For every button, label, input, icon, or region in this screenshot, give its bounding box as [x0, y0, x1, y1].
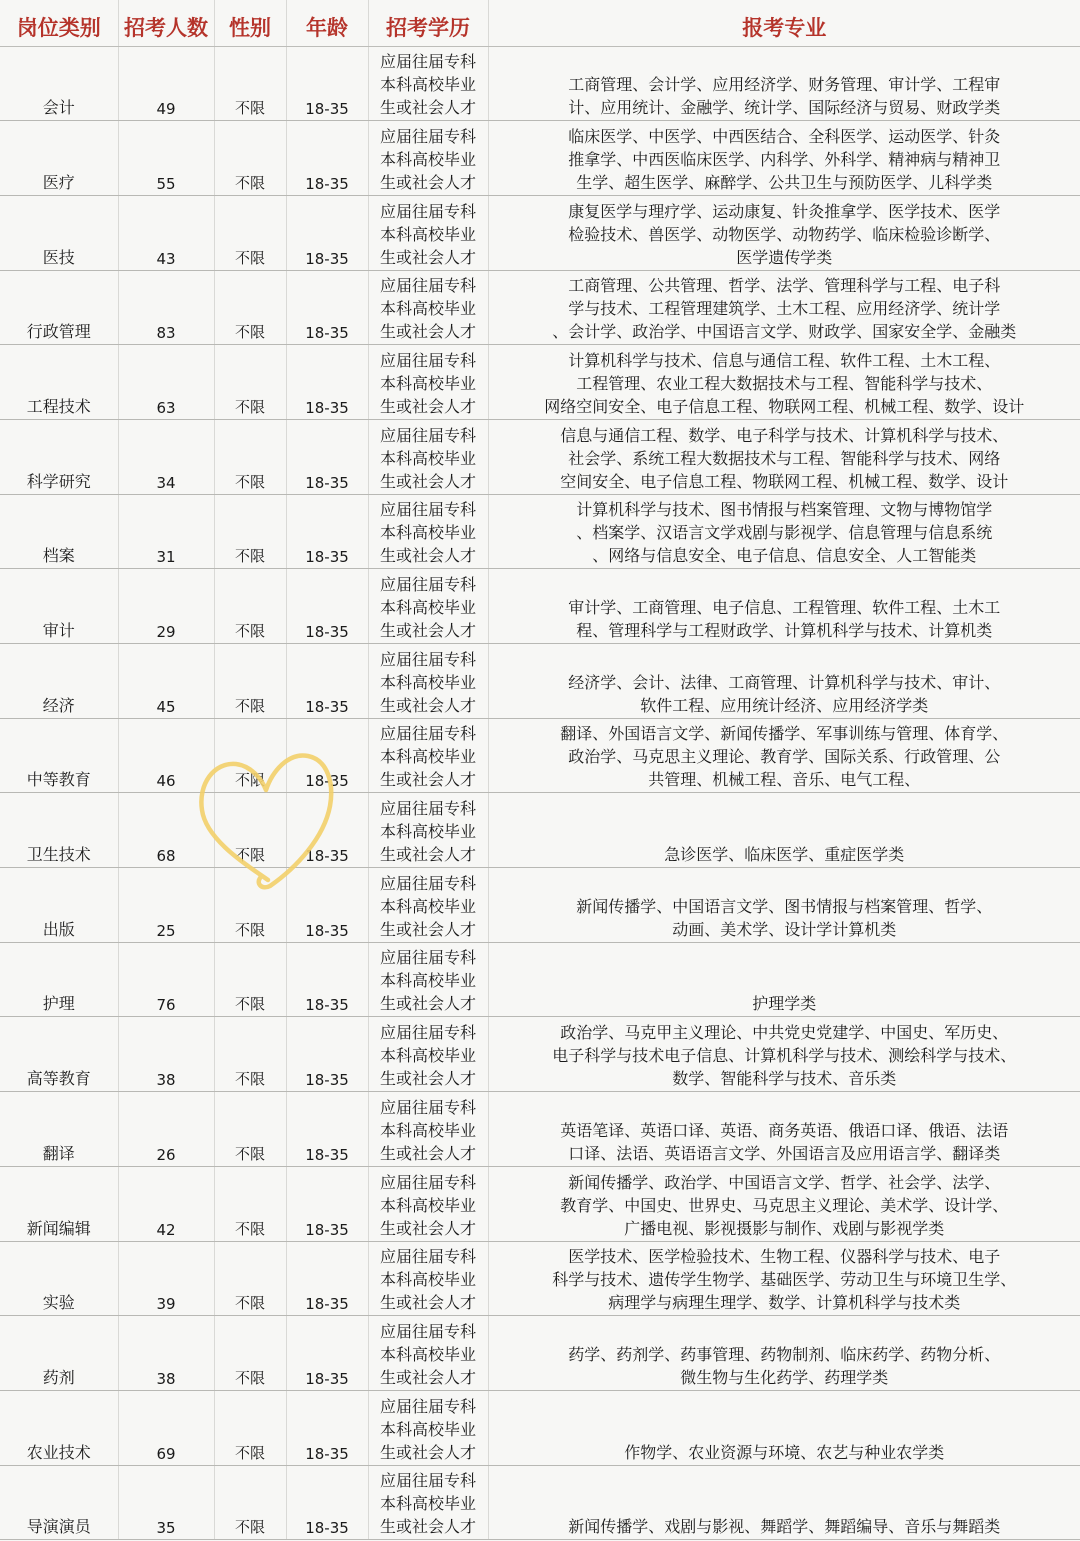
education-line: 本科高校毕业 [379, 224, 476, 244]
cell-age: 18-35 [286, 195, 368, 270]
education-line: 应届往届专科 [379, 1396, 476, 1416]
cell-majors [488, 270, 1080, 345]
education-line: 本科高校毕业 [379, 971, 476, 991]
cell-count: 31 [118, 494, 214, 569]
major-line: 、档案学、汉语言文学戏剧与影视学、信息管理与信息系统 [576, 523, 993, 543]
cell-education [368, 942, 488, 1017]
cell-age: 18-35 [286, 419, 368, 494]
table-row [0, 868, 1080, 943]
education-line: 生或社会人才 [379, 994, 476, 1014]
cell-category: 农业技术 [0, 1390, 118, 1465]
cell-age: 18-35 [286, 793, 368, 868]
cell-age: 18-35 [286, 270, 368, 345]
cell-count: 39 [118, 1241, 214, 1316]
table-row [0, 419, 1080, 494]
cell-majors [488, 1316, 1080, 1391]
education-line: 本科高校毕业 [379, 149, 476, 169]
cell-age: 18-35 [286, 644, 368, 719]
major-line: 计算机科学与技术、信息与通信工程、软件工程、土木工程、 [568, 350, 1001, 370]
major-line: 医学遗传学类 [736, 247, 833, 267]
major-line: 新闻传播学、戏剧与影视、舞蹈学、舞蹈编导、音乐与舞蹈类 [568, 1517, 1001, 1537]
cell-category: 实验 [0, 1241, 118, 1316]
cell-gender: 不限 [214, 270, 286, 345]
header-education: 招考学历 [368, 0, 488, 46]
cell-count: 35 [118, 1465, 214, 1540]
education-line: 生或社会人才 [379, 845, 476, 865]
table-row [0, 718, 1080, 793]
education-line: 本科高校毕业 [379, 1344, 476, 1364]
cell-majors [488, 1166, 1080, 1241]
education-line: 生或社会人才 [379, 1218, 476, 1238]
table-row [0, 270, 1080, 345]
education-line: 本科高校毕业 [379, 747, 476, 767]
cell-age: 18-35 [286, 1390, 368, 1465]
table-row [0, 121, 1080, 196]
education-line: 应届往届专科 [379, 724, 476, 744]
cell-category: 出版 [0, 868, 118, 943]
cell-age: 18-35 [286, 1017, 368, 1092]
major-line: 生学、超生医学、麻醉学、公共卫生与预防医学、儿科学类 [576, 172, 993, 192]
table-row [0, 942, 1080, 1017]
cell-education [368, 1390, 488, 1465]
major-line: 社会学、系统工程大数据技术与工程、智能科学与技术、网络 [568, 448, 1001, 468]
header-count: 招考人数 [118, 0, 214, 46]
cell-majors [488, 868, 1080, 943]
cell-count: 42 [118, 1166, 214, 1241]
cell-education [368, 1092, 488, 1167]
cell-majors [488, 46, 1080, 121]
major-line: 临床医学、中医学、中西医结合、全科医学、运动医学、针灸 [568, 126, 1001, 146]
education-line: 本科高校毕业 [379, 598, 476, 617]
cell-gender: 不限 [214, 1316, 286, 1391]
major-line: 经济学、会计、法律、工商管理、计算机科学与技术、审计、 [568, 672, 1001, 692]
cell-majors [488, 1017, 1080, 1092]
education-line: 应届往届专科 [379, 276, 476, 296]
major-line: 数学、智能科学与技术、音乐类 [672, 1069, 897, 1089]
education-line: 生或社会人才 [379, 1442, 476, 1462]
cell-count: 55 [118, 121, 214, 196]
cell-gender: 不限 [214, 345, 286, 420]
education-line: 应届往届专科 [379, 873, 476, 893]
education-line: 生或社会人才 [379, 695, 476, 715]
cell-gender: 不限 [214, 1017, 286, 1092]
table-row [0, 1017, 1080, 1092]
cell-education [368, 1166, 488, 1241]
cell-education [368, 345, 488, 420]
major-line: 信息与通信工程、数学、电子科学与技术、计算机科学与技术、 [560, 425, 1009, 445]
cell-gender: 不限 [214, 419, 286, 494]
education-line: 生或社会人才 [379, 770, 476, 790]
cell-education [368, 494, 488, 569]
cell-gender: 不限 [214, 569, 286, 644]
cell-gender: 不限 [214, 868, 286, 943]
cell-category: 经济 [0, 644, 118, 719]
table-row [0, 1316, 1080, 1391]
education-line: 应届往届专科 [379, 649, 476, 669]
cell-majors [488, 644, 1080, 719]
major-line: 护理学类 [752, 994, 817, 1014]
cell-age: 18-35 [286, 718, 368, 793]
education-line: 生或社会人才 [379, 919, 476, 939]
education-line: 本科高校毕业 [379, 1419, 476, 1439]
major-line: 、网络与信息安全、电子信息、信息安全、人工智能类 [592, 546, 977, 566]
table-row [0, 1465, 1080, 1540]
cell-majors [488, 345, 1080, 420]
major-line: 计、应用统计、金融学、统计学、国际经济与贸易、财政学类 [568, 98, 1001, 118]
cell-majors [488, 1390, 1080, 1465]
major-line: 药学、药剂学、药事管理、药物制剂、临床药学、药物分析、 [568, 1344, 1001, 1364]
major-line: 作物学、农业资源与环境、农艺与种业农学类 [624, 1442, 945, 1462]
cell-gender: 不限 [214, 46, 286, 121]
major-line: 口译、法语、英语语言文学、外国语言及应用语言学、翻译类 [568, 1143, 1001, 1163]
cell-category: 中等教育 [0, 718, 118, 793]
education-line: 生或社会人才 [379, 247, 476, 267]
table-row [0, 1092, 1080, 1167]
education-line: 本科高校毕业 [379, 1270, 476, 1290]
education-line: 应届往届专科 [379, 799, 476, 819]
header-category: 岗位类别 [0, 0, 118, 46]
education-line: 应届往届专科 [379, 1247, 476, 1267]
cell-count: 38 [118, 1316, 214, 1391]
major-line: 英语笔译、英语口译、英语、商务英语、俄语口译、俄语、法语 [560, 1120, 1009, 1140]
cell-gender: 不限 [214, 793, 286, 868]
cell-age: 18-35 [286, 494, 368, 569]
education-line: 生或社会人才 [379, 172, 476, 192]
major-line: 网络空间安全、电子信息工程、物联网工程、机械工程、数学、设计 [544, 396, 1025, 416]
cell-age: 18-35 [286, 569, 368, 644]
table-row [0, 494, 1080, 569]
cell-majors [488, 569, 1080, 644]
major-line: 动画、美术学、设计学计算机类 [672, 919, 897, 939]
education-line: 生或社会人才 [379, 1367, 476, 1387]
major-line: 推拿学、中西医临床医学、内科学、外科学、精神病与精神卫 [568, 149, 1001, 169]
cell-category: 会计 [0, 46, 118, 121]
major-line: 共管理、机械工程、音乐、电气工程、 [648, 770, 921, 790]
major-line: 翻译、外国语言文学、新闻传播学、军事训练与管理、体育学、 [560, 724, 1009, 744]
major-line: 科学与技术、遗传学生物学、基础医学、劳动卫生与环境卫生学、 [552, 1270, 1017, 1290]
cell-count: 49 [118, 46, 214, 121]
cell-gender: 不限 [214, 644, 286, 719]
education-line: 生或社会人才 [379, 471, 476, 491]
major-line: 工商管理、公共管理、哲学、法学、管理科学与工程、电子科 [568, 276, 1001, 296]
education-line: 本科高校毕业 [379, 672, 476, 692]
table-row [0, 569, 1080, 644]
cell-category: 新闻编辑 [0, 1166, 118, 1241]
education-line: 生或社会人才 [379, 322, 476, 342]
cell-education [368, 195, 488, 270]
cell-category: 护理 [0, 942, 118, 1017]
education-line: 应届往届专科 [379, 52, 476, 72]
cell-majors [488, 195, 1080, 270]
education-line: 应届往届专科 [379, 201, 476, 221]
cell-education [368, 46, 488, 121]
cell-majors [488, 718, 1080, 793]
cell-education [368, 1017, 488, 1092]
education-line: 应届往届专科 [379, 350, 476, 370]
table-row [0, 1390, 1080, 1465]
education-line: 应届往届专科 [379, 425, 476, 445]
cell-education [368, 1316, 488, 1391]
cell-education [368, 718, 488, 793]
education-line: 应届往届专科 [379, 948, 476, 968]
cell-count: 45 [118, 644, 214, 719]
education-line: 生或社会人才 [379, 396, 476, 416]
major-line: 学与技术、工程管理建筑学、土木工程、应用经济学、统计学 [568, 299, 1001, 319]
table-row [0, 1166, 1080, 1241]
education-line: 本科高校毕业 [379, 299, 476, 319]
education-line: 应届往届专科 [379, 500, 476, 520]
cell-age: 18-35 [286, 1465, 368, 1540]
cell-education [368, 121, 488, 196]
education-line: 本科高校毕业 [379, 822, 476, 842]
cell-category: 药剂 [0, 1316, 118, 1391]
cell-gender: 不限 [214, 494, 286, 569]
education-line: 本科高校毕业 [379, 1120, 476, 1140]
header-gender: 性别 [214, 0, 286, 46]
table-body [0, 46, 1080, 1540]
cell-age: 18-35 [286, 1241, 368, 1316]
cell-education [368, 1241, 488, 1316]
cell-age: 18-35 [286, 1166, 368, 1241]
cell-category: 翻译 [0, 1092, 118, 1167]
major-line: 医学技术、医学检验技术、生物工程、仪器科学与技术、电子 [568, 1247, 1001, 1267]
cell-education [368, 868, 488, 943]
education-line: 应届往届专科 [379, 575, 476, 594]
education-line: 生或社会人才 [379, 1143, 476, 1163]
cell-category: 审计 [0, 569, 118, 644]
education-line: 本科高校毕业 [379, 1494, 476, 1514]
cell-education [368, 419, 488, 494]
cell-education [368, 1465, 488, 1540]
education-line: 本科高校毕业 [379, 896, 476, 916]
education-line: 生或社会人才 [379, 546, 476, 566]
major-line: 工程管理、农业工程大数据技术与工程、智能科学与技术、 [576, 373, 993, 393]
cell-age: 18-35 [286, 46, 368, 121]
major-line: 病理学与病理生理学、数学、计算机科学与技术类 [608, 1293, 961, 1313]
cell-count: 69 [118, 1390, 214, 1465]
cell-majors [488, 1092, 1080, 1167]
education-line: 本科高校毕业 [379, 448, 476, 468]
education-line: 应届往届专科 [379, 1471, 476, 1491]
cell-education [368, 270, 488, 345]
major-line: 教育学、中国史、世界史、马克思主义理论、美术学、设计学、 [560, 1195, 1009, 1215]
cell-gender: 不限 [214, 1465, 286, 1540]
cell-category: 工程技术 [0, 345, 118, 420]
cell-gender: 不限 [214, 942, 286, 1017]
cell-count: 25 [118, 868, 214, 943]
cell-count: 76 [118, 942, 214, 1017]
cell-majors [488, 942, 1080, 1017]
table-row [0, 1241, 1080, 1316]
major-line: 广播电视、影视摄影与制作、戏剧与影视学类 [624, 1218, 945, 1238]
cell-count: 29 [118, 569, 214, 644]
education-line: 应届往届专科 [379, 1321, 476, 1341]
cell-count: 38 [118, 1017, 214, 1092]
cell-category: 科学研究 [0, 419, 118, 494]
major-line: 、会计学、政治学、中国语言文学、财政学、国家安全学、金融类 [552, 322, 1017, 342]
cell-category: 高等教育 [0, 1017, 118, 1092]
cell-gender: 不限 [214, 1092, 286, 1167]
cell-gender: 不限 [214, 718, 286, 793]
major-line: 新闻传播学、政治学、中国语言文学、哲学、社会学、法学、 [568, 1172, 1001, 1192]
major-line: 康复医学与理疗学、运动康复、针灸推拿学、医学技术、医学 [568, 201, 1001, 221]
cell-category: 档案 [0, 494, 118, 569]
cell-category: 行政管理 [0, 270, 118, 345]
cell-majors [488, 419, 1080, 494]
cell-count: 83 [118, 270, 214, 345]
cell-age: 18-35 [286, 345, 368, 420]
table-row [0, 644, 1080, 719]
major-line: 工商管理、会计学、应用经济学、财务管理、审计学、工程审 [568, 75, 1001, 95]
table-row [0, 345, 1080, 420]
cell-category: 导演演员 [0, 1465, 118, 1540]
major-line: 政治学、马克甲主义理论、中共党史党建学、中国史、军历史、 [560, 1023, 1009, 1043]
cell-category: 卫生技术 [0, 793, 118, 868]
cell-education [368, 569, 488, 644]
cell-majors [488, 1241, 1080, 1316]
education-line: 本科高校毕业 [379, 1046, 476, 1066]
major-line: 急诊医学、临床医学、重症医学类 [664, 845, 905, 865]
cell-age: 18-35 [286, 1092, 368, 1167]
major-line: 电子科学与技术电子信息、计算机科学与技术、测绘科学与技术、 [552, 1046, 1017, 1066]
education-line: 应届往届专科 [379, 126, 476, 146]
cell-age: 18-35 [286, 1316, 368, 1391]
cell-count: 26 [118, 1092, 214, 1167]
cell-gender: 不限 [214, 1166, 286, 1241]
education-line: 生或社会人才 [379, 98, 476, 118]
major-line: 计算机科学与技术、图书情报与档案管理、文物与博物馆学 [576, 500, 993, 520]
education-line: 应届往届专科 [379, 1097, 476, 1117]
education-line: 生或社会人才 [379, 1517, 476, 1537]
major-line: 政治学、马克思主义理论、教育学、国际关系、行政管理、公 [568, 747, 1001, 767]
cell-age: 18-35 [286, 942, 368, 1017]
education-line: 应届往届专科 [379, 1172, 476, 1192]
cell-gender: 不限 [214, 121, 286, 196]
major-line: 新闻传播学、中国语言文学、图书情报与档案管理、哲学、 [576, 896, 993, 916]
cell-category: 医技 [0, 195, 118, 270]
cell-count: 34 [118, 419, 214, 494]
major-line: 空间安全、电子信息工程、物联网工程、机械工程、数学、设计 [560, 471, 1009, 491]
education-line: 生或社会人才 [379, 1069, 476, 1089]
cell-majors [488, 121, 1080, 196]
education-line: 本科高校毕业 [379, 523, 476, 543]
header-age: 年龄 [286, 0, 368, 46]
major-line: 程、管理科学与工程财政学、计算机科学与技术、计算机类 [576, 621, 993, 640]
major-line: 审计学、工商管理、电子信息、工程管理、软件工程、土木工 [568, 598, 1001, 617]
cell-age: 18-35 [286, 121, 368, 196]
header-majors: 报考专业 [488, 0, 1080, 46]
cell-count: 46 [118, 718, 214, 793]
cell-gender: 不限 [214, 195, 286, 270]
table-row [0, 793, 1080, 868]
cell-count: 43 [118, 195, 214, 270]
education-line: 生或社会人才 [379, 621, 476, 640]
cell-category: 医疗 [0, 121, 118, 196]
cell-education [368, 644, 488, 719]
major-line: 检验技术、兽医学、动物医学、动物药学、临床检验诊断学、 [568, 224, 1001, 244]
cell-majors [488, 1465, 1080, 1540]
table-row [0, 195, 1080, 270]
cell-majors [488, 494, 1080, 569]
major-line: 微生物与生化药学、药理学类 [680, 1367, 889, 1387]
table-header [0, 0, 1080, 46]
cell-age: 18-35 [286, 868, 368, 943]
cell-gender: 不限 [214, 1390, 286, 1465]
cell-gender: 不限 [214, 1241, 286, 1316]
education-line: 应届往届专科 [379, 1023, 476, 1043]
education-line: 本科高校毕业 [379, 373, 476, 393]
cell-count: 63 [118, 345, 214, 420]
cell-education [368, 793, 488, 868]
education-line: 本科高校毕业 [379, 1195, 476, 1215]
table-row [0, 46, 1080, 121]
education-line: 本科高校毕业 [379, 75, 476, 95]
education-line: 生或社会人才 [379, 1293, 476, 1313]
cell-count: 68 [118, 793, 214, 868]
major-line: 软件工程、应用统计经济、应用经济学类 [640, 695, 929, 715]
cell-majors [488, 793, 1080, 868]
